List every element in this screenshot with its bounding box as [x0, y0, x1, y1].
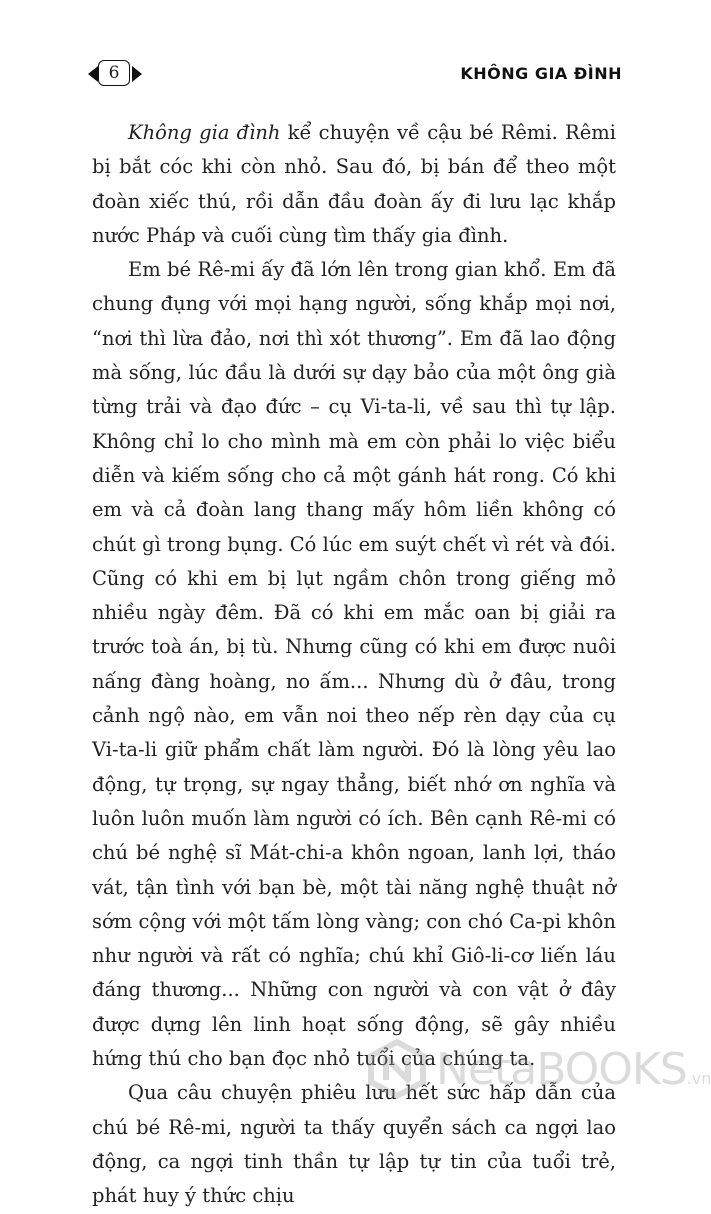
paragraph-1 — [92, 116, 616, 253]
paragraph-1-text: kể chuyện về cậu bé Rêmi. Rêmi bị bắt cóc khi còn nhỏ. Sau đó, bị bán để theo một đoàn xiếc thú, rồi dẫn đầu đoàn ấy đi lưu lạc khắp nước Pháp và cuối cùng tìm thấy gia đình. — [92, 121, 616, 247]
book-title-italic: Không gia đình — [128, 121, 281, 144]
watermark-brand: NetaBOOKS — [436, 1044, 687, 1095]
page-header — [0, 58, 700, 92]
paragraph-2: Em bé Rê-mi ấy đã lớn lên trong gian khổ. Em đã chung đụng với mọi hạng người, sống khắp mọi nơi, “nơi thì lừa đảo, nơi thì xót thương”. Em đã lao động mà sống, lúc đầu là dưới sự dạy bảo của một ông già từng trải và đạo đức – cụ Vi-ta-li, về sau thì tự lập. Không chỉ lo cho mình mà em còn phải lo việc biểu diễn và kiếm sống cho cả một gánh hát rong. Có khi em và cả đoàn lang thang mấy hôm liền không có chút gì trong bụng. Có lúc em suýt chết vì rét và đói. Cũng có khi em bị lụt ngầm chôn trong giếng mỏ nhiều ngày đêm. Đã có khi em mắc oan bị giải ra trước toà án, bị tù. Nhưng cũng có khi em được nuôi nấng đàng hoàng, no ấm... Nhưng dù ở đâu, trong cảnh ngộ nào, em vẫn noi theo nếp rèn dạy của cụ Vi-ta-li giữ phẩm chất làm người. Đó là lòng yêu lao động, tự trọng, sự ngay thẳng, biết nhớ ơn nghĩa và luôn luôn muốn làm người có ích. Bên cạnh Rê-mi có chú bé nghệ sĩ Mát-chi-a khôn ngoan, lanh lợi, tháo vát, tận tình với bạn bè, một tài năng nghệ thuật nở sớm cộng với một tấm lòng vàng; con chó Ca-pi khôn như người và rất có nghĩa; chú khỉ Giô-li-cơ liến láu đáng thương... Những con người và con vật ở đây được dựng lên linh hoạt sống động, sẽ gây nhiều hứng thú cho bạn đọc nhỏ tuổi của chúng ta. — [92, 258, 616, 1071]
page-prev-arrow-icon — [88, 66, 98, 82]
paragraph-3: Qua câu chuyện phiêu lưu hết sức hấp dẫn của chú bé Rê-mi, người ta thấy quyển sách ca ngợi lao động, ca ngợi tinh thần tự lập tự tin của tuổi trẻ, phát huy ý thức chịu — [92, 1081, 616, 1208]
watermark-text — [436, 1044, 711, 1095]
neta-logo-icon — [368, 1040, 426, 1098]
page-number: 6 — [98, 60, 130, 86]
watermark-suffix: .vn — [686, 1069, 711, 1088]
running-title: KHÔNG GIA ĐÌNH — [460, 64, 622, 83]
page-next-arrow-icon — [132, 66, 142, 82]
